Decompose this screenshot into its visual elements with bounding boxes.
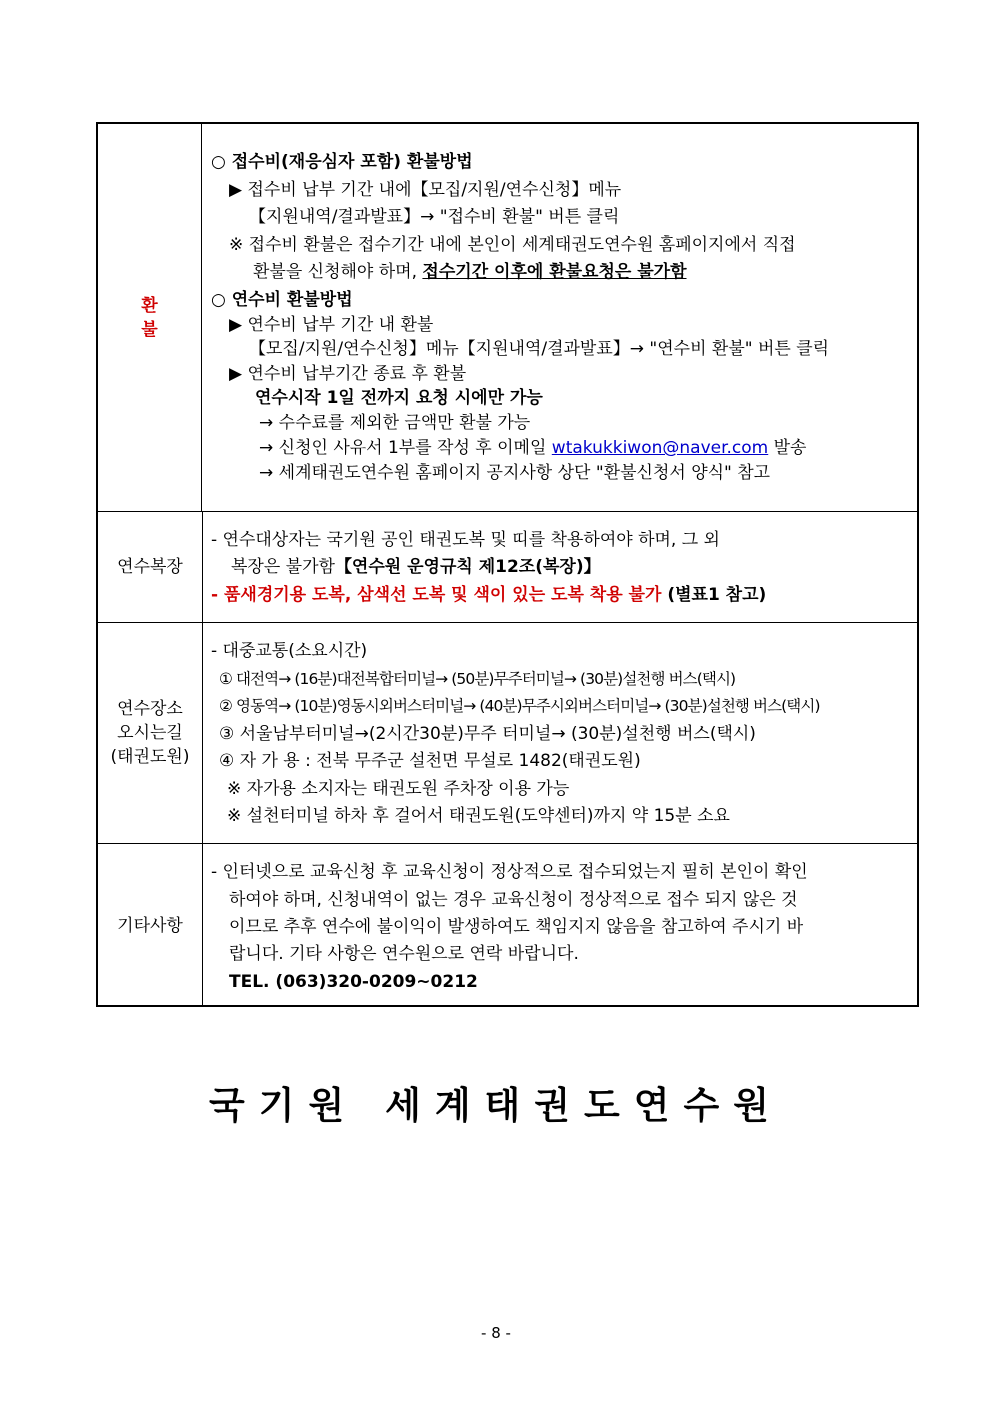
training-line6: → 신청인 사유서 1부를 작성 후 이메일 wtakukkiwon@naver.com 발송 xyxy=(259,438,807,458)
directions-line0: - 대중교통(소요시간) xyxy=(211,641,368,661)
other-line4: 랍니다. 기타 사항은 연수원으로 연락 바랍니다. xyxy=(229,944,579,964)
directions-content xyxy=(203,623,917,843)
refund-header: 환 불 xyxy=(98,124,202,511)
dress-content xyxy=(203,512,917,622)
dress-line2: 복장은 불가함【연수원 운영규칙 제12조(복장)】 xyxy=(231,557,601,577)
other-line1: - 인터넷으로 교육신청 후 교육신청이 정상적으로 접수되었는지 필히 본인이 확인 xyxy=(211,862,808,882)
training-line4: 연수시작 1일 전까지 요청 시에만 가능 xyxy=(255,388,543,408)
directions-row xyxy=(98,623,917,844)
dress-prohibition: - 품새경기용 도복, 삼색선 도복 및 색이 있는 도복 착용 불가 xyxy=(211,585,662,605)
other-content xyxy=(203,844,917,1007)
dress-line3: - 품새경기용 도복, 삼색선 도복 및 색이 있는 도복 착용 불가 (별표1 참고) xyxy=(211,585,767,605)
exam-fee-line1: ▶ 접수비 납부 기간 내에【모집/지원/연수신청】메뉴 xyxy=(229,180,622,200)
training-line5: → 수수료를 제외한 금액만 환불 가능 xyxy=(259,413,531,433)
dress-line1: - 연수대상자는 국기원 공인 태권도복 및 띠를 착용하여야 하며, 그 외 xyxy=(211,530,720,550)
other-row xyxy=(98,844,917,1007)
other-header: 기타사항 xyxy=(98,844,203,1007)
dress-row xyxy=(98,512,917,623)
no-refund-after-period: 접수기간 이후에 환불요청은 불가함 xyxy=(422,262,687,282)
directions-note2: ※ 설천터미널 하차 후 걸어서 태권도원(도약센터)까지 약 15분 소요 xyxy=(227,806,730,826)
exam-fee-note1: ※ 접수비 환불은 접수기간 내에 본인이 세계태권도연수원 홈페이지에서 직접 xyxy=(229,235,796,255)
route4: ④ 자 가 용 : 전북 무주군 설천면 무설로 1482(태권도원) xyxy=(219,751,641,771)
training-line2: 【모집/지원/연수신청】메뉴【지원내역/결과발표】→ "연수비 환불" 버튼 클릭 xyxy=(249,339,830,359)
info-table xyxy=(96,122,919,1007)
directions-header: 연수장소 오시는길 (태권도원) xyxy=(98,623,203,843)
footer-title: 국기원 세계태권도연수원 xyxy=(208,1084,784,1127)
training-line7: → 세계태권도연수원 홈페이지 공지사항 상단 "환불신청서 양식" 참고 xyxy=(259,463,771,483)
route1: ① 대전역→ (16분)대전복합터미널→ (50분)무주터미널→ (30분)설천행 버스(택시) xyxy=(219,670,736,688)
training-line3: ▶ 연수비 납부기간 종료 후 환불 xyxy=(229,364,467,384)
page-number: - 8 - xyxy=(481,1324,511,1342)
exam-fee-note2: 환불을 신청해야 하며, 접수기간 이후에 환불요청은 불가함 xyxy=(253,262,687,282)
dress-header: 연수복장 xyxy=(98,512,203,622)
other-line3: 이므로 추후 연수에 불이익이 발생하여도 책임지지 않음을 참고하여 주시기 바 xyxy=(229,917,804,937)
directions-note1: ※ 자가용 소지자는 태권도원 주차장 이용 가능 xyxy=(227,779,570,799)
training-line1: ▶ 연수비 납부 기간 내 환불 xyxy=(229,315,434,335)
refund-email-link[interactable]: wtakukkiwon@naver.com xyxy=(551,438,769,458)
tel-number: TEL. (063)320-0209~0212 xyxy=(229,972,478,992)
refund-row xyxy=(98,124,917,512)
other-line2: 하여야 하며, 신청내역이 없는 경우 교육신청이 정상적으로 접수 되지 않은 것 xyxy=(229,890,798,910)
refund-content xyxy=(203,124,917,511)
exam-fee-line2: 【지원내역/결과발표】→ "접수비 환불" 버튼 클릭 xyxy=(249,207,620,227)
route2: ② 영동역→ (10분)영동시외버스터미널→ (40분)무주시외버스터미널→ (30분)설천행 버스(택시) xyxy=(219,697,820,715)
training-fee-title: ○ 연수비 환불방법 xyxy=(211,290,353,310)
route3: ③ 서울남부터미널→(2시간30분)무주 터미널→ (30분)설천행 버스(택시) xyxy=(219,724,756,744)
exam-fee-title: ○ 접수비(재응심자 포함) 환불방법 xyxy=(211,152,473,172)
